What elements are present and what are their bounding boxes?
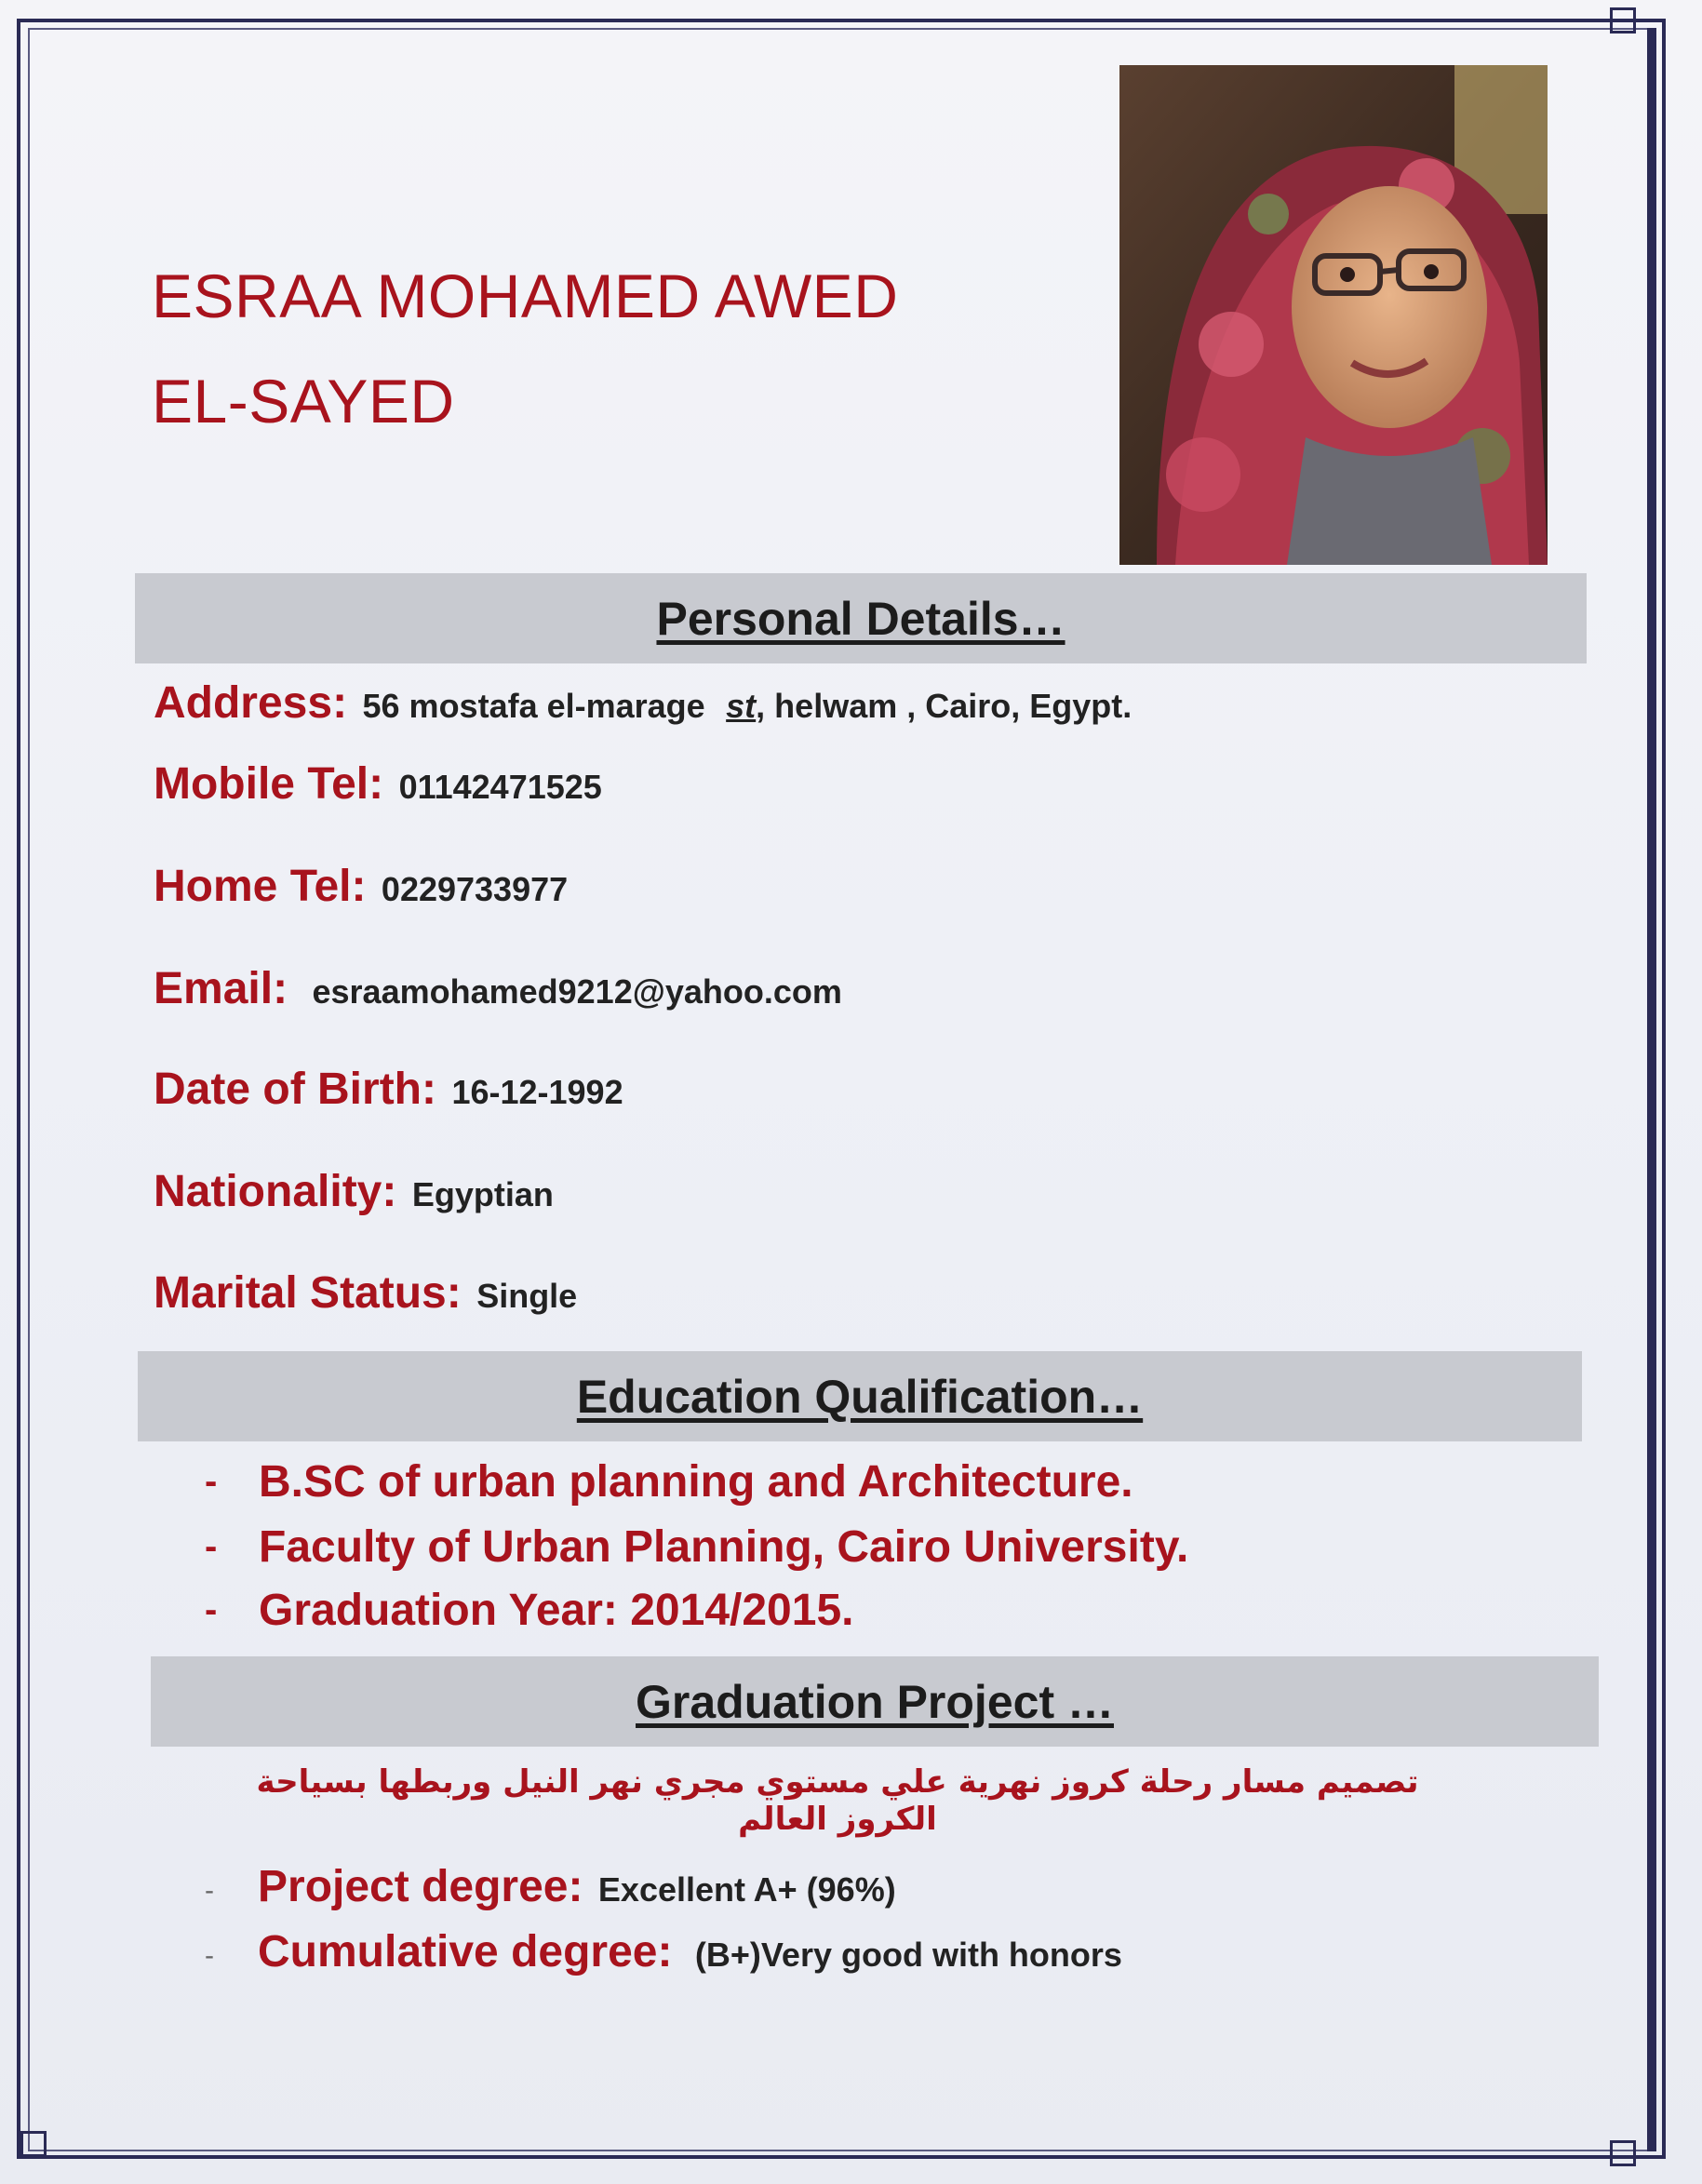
field-marital-status: [154, 1267, 577, 1319]
marital-value: Single: [476, 1277, 578, 1315]
field-home-tel: [154, 861, 568, 912]
dob-label: Date of Birth:: [154, 1065, 436, 1114]
field-address: [154, 677, 1132, 729]
education-item: B.SC of urban planning and Architecture.: [259, 1457, 1133, 1507]
list-dash: -: [205, 1526, 218, 1567]
address-label: Address:: [154, 678, 348, 728]
cumulative-degree-label: Cumulative degree:: [258, 1927, 673, 1976]
page-border-right: [1647, 28, 1656, 2151]
list-dash: -: [205, 1589, 218, 1630]
section-title-project: Graduation Project …: [636, 1675, 1114, 1728]
dob-value: 16-12-1992: [451, 1073, 623, 1111]
mobile-value: 01142471525: [398, 768, 602, 806]
project-arabic-title: تصميم مسار رحلة كروز نهرية علي مستوي مجري نهر النيل وربطها بسياحة الكروز العالم: [256, 1763, 1419, 1838]
cumulative-degree-value: (B+)Very good with honors: [694, 1936, 1122, 1974]
marital-label: Marital Status:: [154, 1268, 462, 1318]
project-degree-value: Excellent A+ (96%): [597, 1870, 896, 1909]
corner-ornament-top-right: [1610, 7, 1636, 33]
field-project-degree: [258, 1861, 896, 1912]
address-value-a: 56 mostafa el-marage: [362, 687, 705, 725]
section-graduation-project: [151, 1656, 1599, 1747]
corner-ornament-bottom-right: [1610, 2140, 1636, 2166]
address-value-st: st: [726, 687, 757, 725]
field-email: [154, 963, 842, 1014]
list-bullet: -: [205, 1940, 214, 1971]
home-tel-label: Home Tel:: [154, 862, 367, 911]
profile-photo: [1119, 65, 1548, 565]
portrait-image: [1119, 65, 1548, 565]
nationality-label: Nationality:: [154, 1167, 397, 1216]
field-date-of-birth: [154, 1064, 623, 1115]
field-mobile: [154, 758, 602, 810]
email-value[interactable]: esraamohamed9212@yahoo.com: [312, 972, 842, 1011]
education-item: Graduation Year: 2014/2015.: [259, 1586, 854, 1635]
section-title-education: Education Qualification…: [576, 1370, 1144, 1423]
section-title-personal: Personal Details…: [656, 592, 1065, 645]
corner-ornament-bottom-left: [20, 2131, 47, 2157]
field-nationality: [154, 1166, 554, 1217]
address-value-b: , helwam , Cairo, Egypt.: [756, 687, 1132, 725]
name-line-1: ESRAA MOHAMED AWED: [152, 261, 899, 330]
email-label: Email:: [154, 964, 288, 1013]
name-line-2: EL-SAYED: [152, 367, 455, 435]
nationality-value: Egyptian: [411, 1175, 554, 1213]
education-item: Faculty of Urban Planning, Cairo University.: [259, 1522, 1189, 1572]
field-cumulative-degree: [258, 1926, 1122, 1977]
list-dash: -: [205, 1461, 218, 1502]
section-personal-details: [135, 573, 1587, 663]
section-education: [138, 1351, 1582, 1441]
list-bullet: -: [205, 1875, 214, 1906]
home-tel-value: 0229733977: [381, 870, 569, 908]
project-degree-label: Project degree:: [258, 1862, 583, 1911]
mobile-label: Mobile Tel:: [154, 759, 384, 809]
